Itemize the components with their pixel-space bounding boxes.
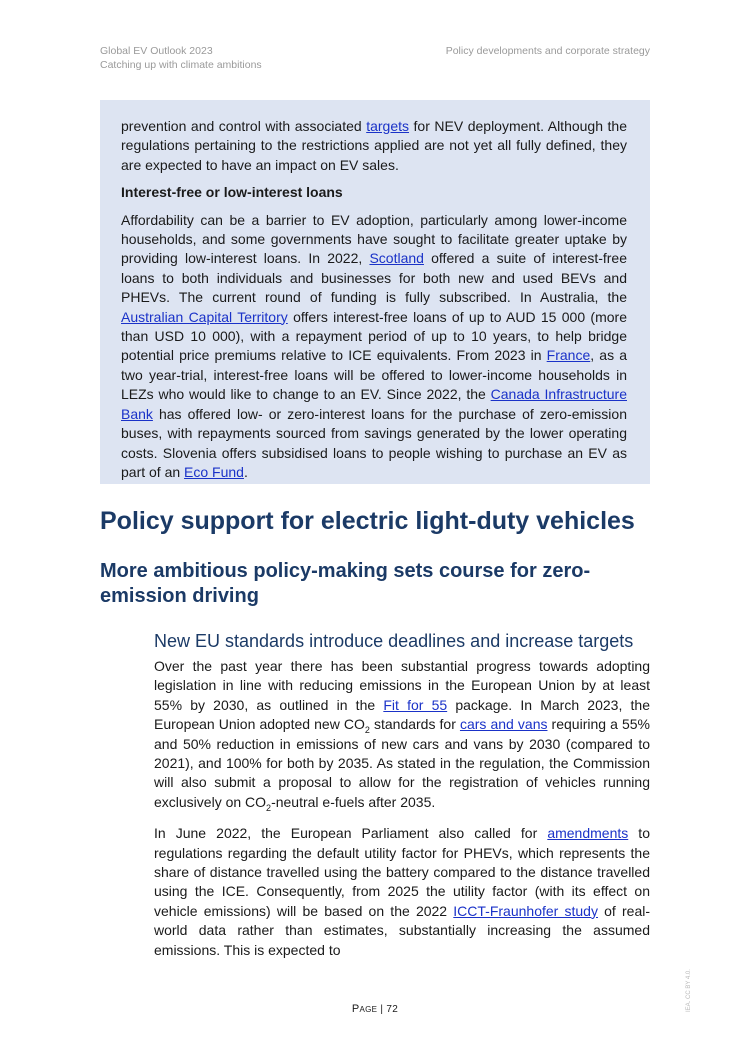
page-number: 72: [386, 1004, 399, 1015]
text-run: to regulations regarding the default utility factor for PHEVs, which represents the share of distance travelled using the battery compared to the distance travelled using the ICE. Consequently, from 2025 the utility factor (with its effect on vehicle emissions) will be based on the 2022: [154, 825, 650, 919]
box-subheading: Interest-free or low-interest loans: [121, 184, 343, 201]
body-paragraph-1: [154, 657, 650, 812]
subsection-title: More ambitious policy-making sets course for zero-emission driving: [100, 560, 591, 607]
text-run: of real-world data rather than estimates, substantially increasing the assumed emissions. This is expected to: [154, 902, 651, 958]
box-paragraph-2: [121, 211, 627, 483]
text-run: , as a two year-trial, interest-free loans will be offered to lower-income households in LEZs who would like to change to an EV. Since 2022, the: [121, 347, 627, 403]
subsubsection-title: New EU standards introduce deadlines and increase targets: [154, 631, 634, 651]
page-footer: [0, 1003, 750, 1015]
france-link[interactable]: France: [546, 347, 591, 364]
cars-and-vans-link[interactable]: cars and vans: [459, 716, 548, 733]
running-header-right: Policy developments and corporate strategy: [445, 45, 650, 57]
report-subtitle: Catching up with climate ambitions: [100, 59, 262, 71]
text-run: -neutral e-fuels after 2035.: [271, 793, 436, 810]
box-paragraph-1: [121, 117, 627, 175]
fit-for-55-link[interactable]: Fit for 55: [383, 696, 448, 713]
text-run: has offered low- or zero-interest loans for the purchase of zero-emission buses, with repayments sourced from savings generated by the lower operating costs. Slovenia offers subsidised loans to people wishing to purchase an EV as part of an: [121, 405, 627, 480]
info-box-content: [121, 117, 627, 482]
eco-fund-link[interactable]: Eco Fund: [184, 463, 244, 480]
subscript: 2: [364, 725, 370, 736]
subscript: 2: [266, 802, 272, 813]
scotland-link[interactable]: Scotland: [369, 250, 424, 267]
license-notice: IEA. CC BY 4.0.: [686, 969, 692, 1012]
page-separator: |: [377, 1004, 387, 1015]
running-header-left: [100, 44, 262, 72]
section-title: Policy support for electric light-duty vehicles: [100, 507, 635, 535]
targets-link[interactable]: targets: [366, 118, 410, 134]
text-run: standards for: [369, 716, 460, 733]
icct-fraunhofer-study-link[interactable]: ICCT-Fraunhofer study: [453, 902, 598, 919]
text-run: offered a suite of interest-free loans to both individuals and businesses for both new and used BEVs and PHEVs. The current round of funding is fully subscribed. In Australia, the: [121, 250, 627, 306]
body-text: [154, 657, 650, 960]
text-run: prevention and control with associated: [121, 118, 367, 134]
text-run: for NEV deployment. Although the regulations pertaining to the restrictions applied are not yet all fully defined, they are expected to have an impact on EV sales.: [121, 118, 627, 173]
text-run: requiring a 55% and 50% reduction in emissions of new cars and vans by 2030 (compared to 2021), and 100% for both by 2035. As stated in the regulation, the Commission will also submit a proposal to allow for the registration of vehicles running exclusively on CO: [154, 716, 650, 810]
text-run: Over the past year there has been substantial progress towards adopting legislation in line with reducing emissions in the European Union by at least 55% by 2030, as outlined in the: [154, 658, 650, 713]
text-run: In June 2022, the European Parliament also called for: [154, 825, 548, 842]
report-title: Global EV Outlook 2023: [100, 45, 213, 57]
page-label: Page: [351, 1003, 378, 1015]
body-paragraph-2: [154, 824, 650, 960]
text-run: Affordability can be a barrier to EV adoption, particularly among lower-income households, and some governments have sought to facilitate greater uptake by providing low-interest loans. In 2022,: [121, 211, 627, 267]
canada-infrastructure-bank-link[interactable]: Canada Infrastructure Bank: [121, 386, 627, 422]
info-box: [100, 100, 650, 484]
amendments-link[interactable]: amendments: [547, 825, 629, 842]
text-run: .: [243, 463, 248, 480]
text-run: package. In March 2023, the European Union adopted new CO: [154, 696, 650, 733]
text-run: offers interest-free loans of up to AUD 15 000 (more than USD 10 000), with a repayment period of up to 10 years, to help bridge potential price premiums relative to ICE equivalents. From 2023 in: [121, 308, 627, 364]
australian-capital-territory-link[interactable]: Australian Capital Territory: [121, 308, 288, 325]
